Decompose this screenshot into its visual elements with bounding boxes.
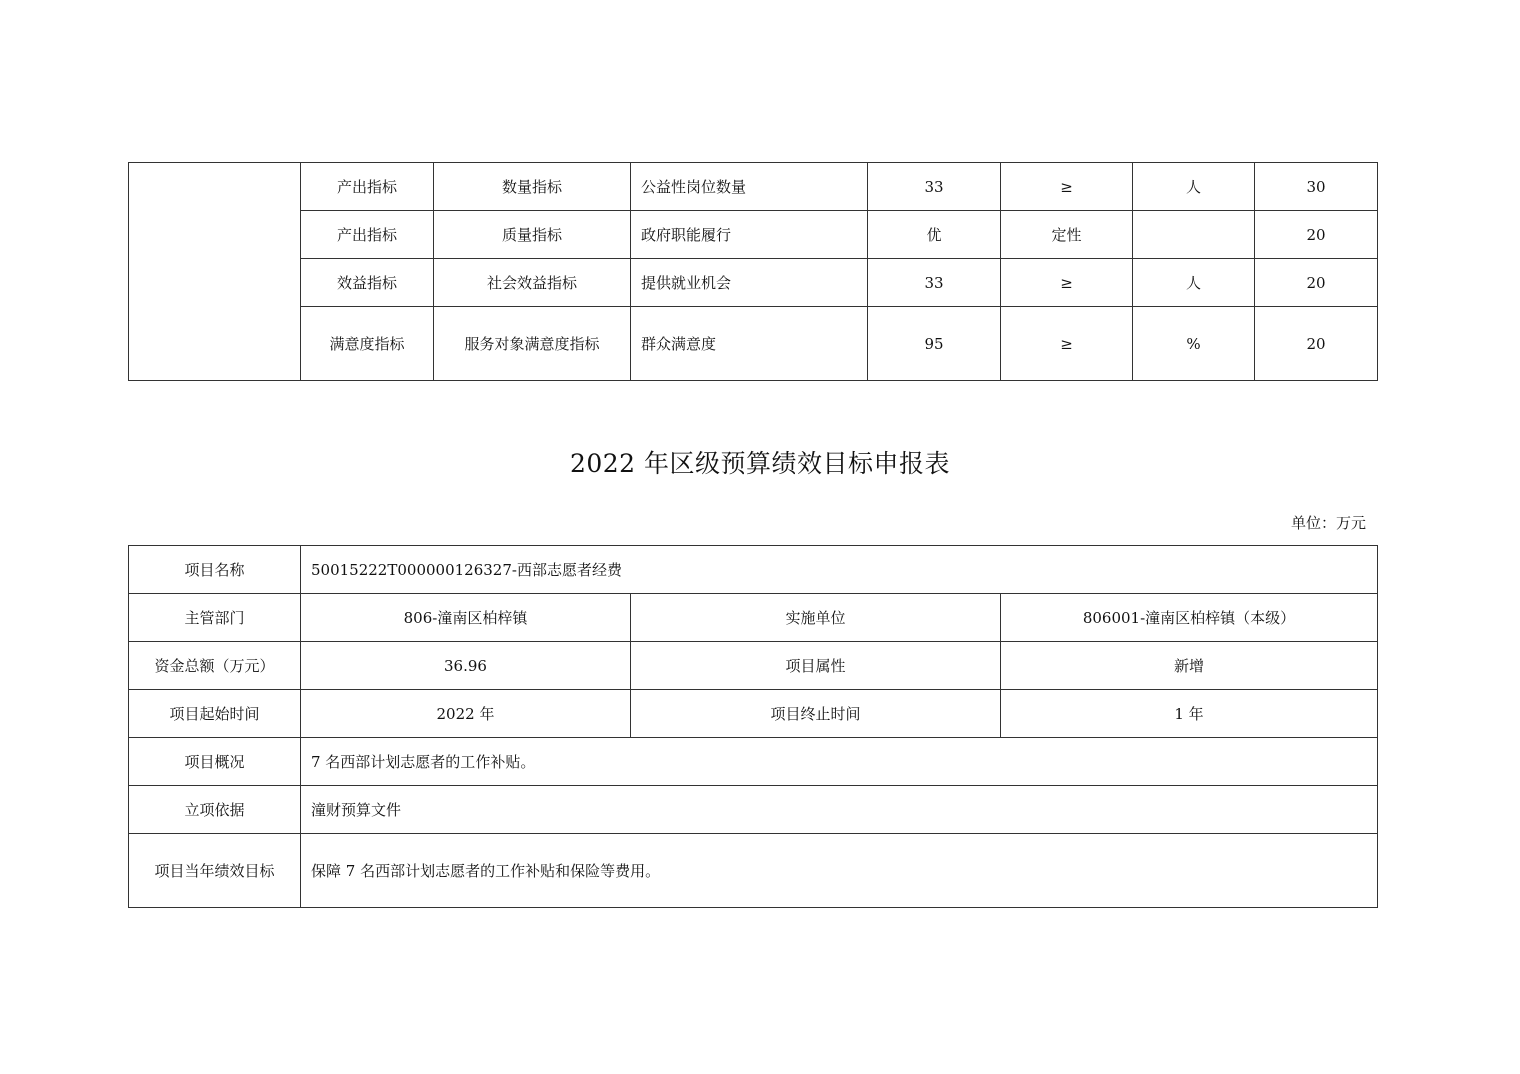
indicator-value-cell: 优 bbox=[868, 211, 1001, 259]
basis-row bbox=[129, 786, 1378, 834]
indicator-row bbox=[129, 259, 1378, 307]
goal-value: 保障 7 名西部计划志愿者的工作补贴和保险等费用。 bbox=[301, 834, 1378, 908]
indicator-operator-cell: ≥ bbox=[1001, 307, 1133, 381]
fund-row bbox=[129, 642, 1378, 690]
level1-indicator-cell: 效益指标 bbox=[301, 259, 434, 307]
department-row bbox=[129, 594, 1378, 642]
project-name-label: 项目名称 bbox=[129, 546, 301, 594]
fund-total-value: 36.96 bbox=[301, 642, 631, 690]
indicator-weight-cell: 20 bbox=[1255, 307, 1378, 381]
unit-label: 单位：万元 bbox=[1290, 514, 1366, 532]
overview-value: 7 名西部计划志愿者的工作补贴。 bbox=[301, 738, 1378, 786]
indicator-unit-cell bbox=[1133, 211, 1255, 259]
overview-label: 项目概况 bbox=[129, 738, 301, 786]
indicator-name-cell: 政府职能履行 bbox=[631, 211, 868, 259]
indicator-row bbox=[129, 211, 1378, 259]
indicator-weight-cell: 20 bbox=[1255, 211, 1378, 259]
indicator-row bbox=[129, 307, 1378, 381]
performance-indicator-table bbox=[128, 162, 1378, 381]
project-name-value: 50015222T000000126327-西部志愿者经费 bbox=[301, 546, 1378, 594]
project-attribute-label: 项目属性 bbox=[631, 642, 1001, 690]
level2-indicator-cell: 数量指标 bbox=[434, 163, 631, 211]
indicator-weight-cell: 30 bbox=[1255, 163, 1378, 211]
indicator-operator-cell: 定性 bbox=[1001, 211, 1133, 259]
indicator-row bbox=[129, 163, 1378, 211]
department-label: 主管部门 bbox=[129, 594, 301, 642]
project-info-table bbox=[128, 545, 1378, 908]
end-time-value: 1 年 bbox=[1001, 690, 1378, 738]
implementing-unit-label: 实施单位 bbox=[631, 594, 1001, 642]
goal-row bbox=[129, 834, 1378, 908]
document-title: 2022 年区级预算绩效目标申报表 bbox=[569, 449, 951, 478]
project-attribute-value: 新增 bbox=[1001, 642, 1378, 690]
end-time-label: 项目终止时间 bbox=[631, 690, 1001, 738]
indicator-blank-cell bbox=[129, 163, 301, 381]
basis-label: 立项依据 bbox=[129, 786, 301, 834]
level1-indicator-cell: 产出指标 bbox=[301, 211, 434, 259]
period-row bbox=[129, 690, 1378, 738]
level1-indicator-cell: 满意度指标 bbox=[301, 307, 434, 381]
indicator-operator-cell: ≥ bbox=[1001, 259, 1133, 307]
project-name-row bbox=[129, 546, 1378, 594]
indicator-unit-cell: % bbox=[1133, 307, 1255, 381]
start-time-value: 2022 年 bbox=[301, 690, 631, 738]
start-time-label: 项目起始时间 bbox=[129, 690, 301, 738]
indicator-weight-cell: 20 bbox=[1255, 259, 1378, 307]
indicator-value-cell: 33 bbox=[868, 163, 1001, 211]
level2-indicator-cell: 质量指标 bbox=[434, 211, 631, 259]
level2-indicator-cell: 社会效益指标 bbox=[434, 259, 631, 307]
indicator-name-cell: 公益性岗位数量 bbox=[631, 163, 868, 211]
fund-total-label: 资金总额（万元） bbox=[129, 642, 301, 690]
indicator-unit-cell: 人 bbox=[1133, 259, 1255, 307]
implementing-unit-value: 806001-潼南区柏梓镇（本级） bbox=[1001, 594, 1378, 642]
indicator-value-cell: 33 bbox=[868, 259, 1001, 307]
level1-indicator-cell: 产出指标 bbox=[301, 163, 434, 211]
indicator-name-cell: 提供就业机会 bbox=[631, 259, 868, 307]
overview-row bbox=[129, 738, 1378, 786]
indicator-operator-cell: ≥ bbox=[1001, 163, 1133, 211]
indicator-value-cell: 95 bbox=[868, 307, 1001, 381]
indicator-unit-cell: 人 bbox=[1133, 163, 1255, 211]
indicator-name-cell: 群众满意度 bbox=[631, 307, 868, 381]
level2-indicator-cell: 服务对象满意度指标 bbox=[434, 307, 631, 381]
department-value: 806-潼南区柏梓镇 bbox=[301, 594, 631, 642]
basis-value: 潼财预算文件 bbox=[301, 786, 1378, 834]
goal-label: 项目当年绩效目标 bbox=[129, 834, 301, 908]
